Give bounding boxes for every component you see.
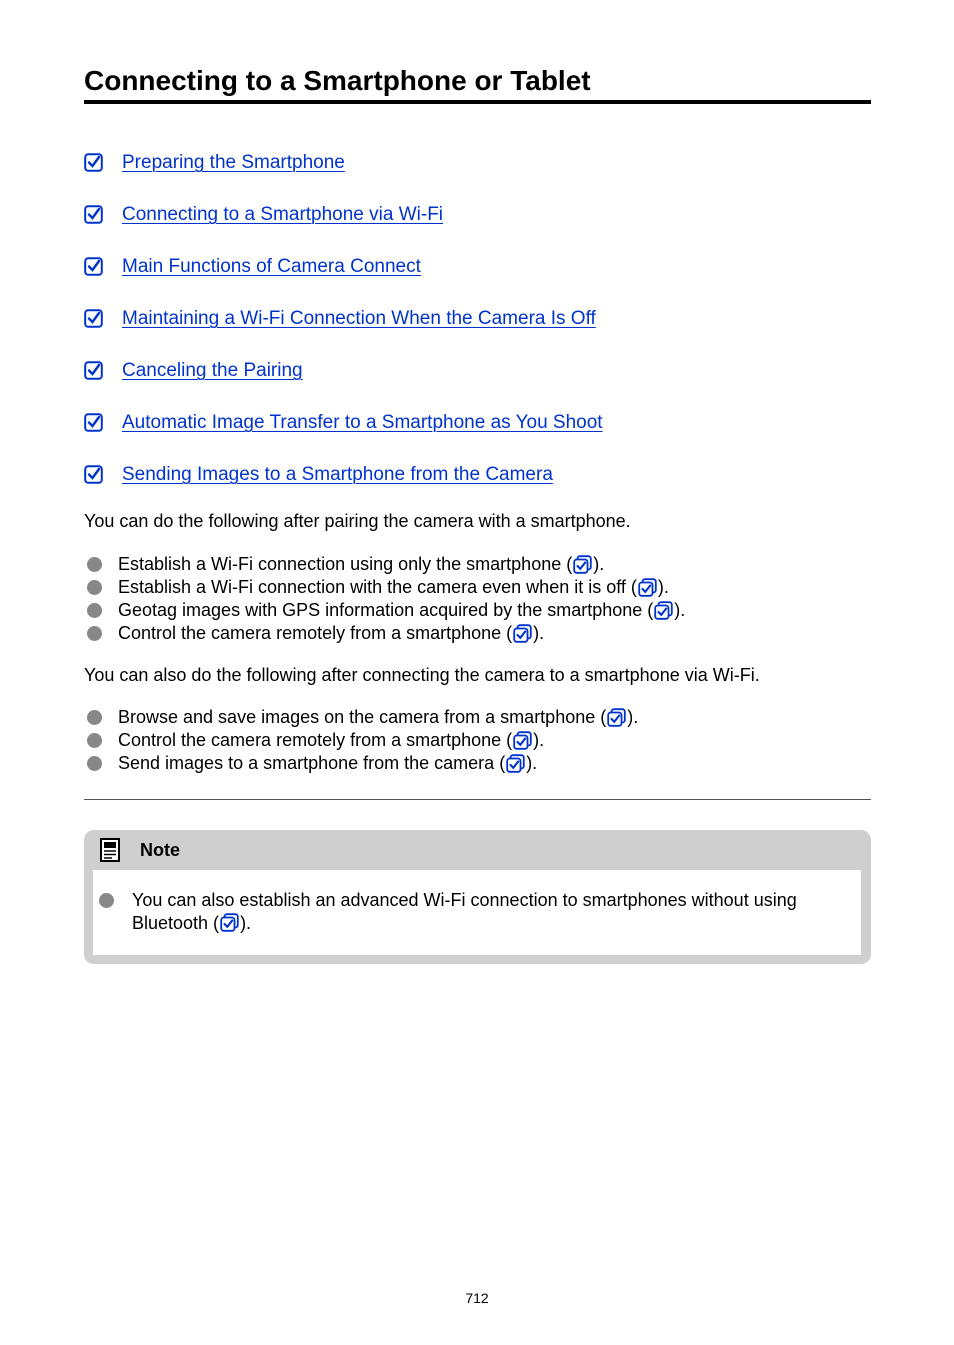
list-item-text: Browse and save images on the camera from a smartphone ( [118, 707, 607, 727]
checkbox-link-icon [84, 205, 103, 224]
list-item-suffix: ). [627, 707, 639, 727]
link-item[interactable] [84, 202, 871, 254]
list-item-suffix: ). [674, 600, 686, 620]
checkbox-link-icon [84, 361, 103, 380]
link-sending-images[interactable]: Sending Images to a Smartphone from the Camera [122, 464, 553, 485]
page-title: Connecting to a Smartphone or Tablet [84, 64, 871, 104]
link-canceling-pairing[interactable]: Canceling the Pairing [122, 360, 303, 381]
list-item [84, 706, 871, 729]
link-item[interactable] [84, 254, 871, 306]
link-item[interactable] [84, 410, 871, 462]
list-item [84, 622, 871, 645]
link-item[interactable] [84, 358, 871, 410]
list-item-suffix: ). [526, 753, 538, 773]
bullet-icon [99, 893, 114, 908]
list-item [84, 553, 871, 576]
note-body [93, 870, 861, 955]
note-text-main: You can also establish an advanced Wi-Fi connection to smartphones without using Bluetooth ( [132, 890, 797, 933]
link-main-functions[interactable]: Main Functions of Camera Connect [122, 256, 421, 277]
bullet-icon [87, 710, 102, 725]
divider [84, 799, 871, 800]
link-automatic-transfer[interactable]: Automatic Image Transfer to a Smartphone as You Shoot [122, 412, 603, 433]
note-header [84, 830, 871, 870]
list-item-text: Control the camera remotely from a smartphone ( [118, 730, 513, 750]
checkbox-link-icon [84, 465, 103, 484]
note-text-suffix: ). [240, 913, 252, 933]
list-item-suffix: ). [593, 554, 605, 574]
list-item-suffix: ). [533, 730, 545, 750]
link-item[interactable] [84, 306, 871, 358]
checkbox-link-icon [84, 309, 103, 328]
link-connecting-wifi[interactable]: Connecting to a Smartphone via Wi-Fi [122, 204, 444, 225]
note-box [84, 830, 871, 964]
page-reference-icon[interactable] [638, 578, 657, 597]
page-reference-icon[interactable] [607, 708, 626, 727]
link-preparing-smartphone[interactable]: Preparing the Smartphone [122, 152, 345, 173]
link-item[interactable] [84, 462, 871, 514]
page-reference-icon[interactable] [513, 731, 532, 750]
note-title: Note [140, 839, 180, 860]
section2-intro: You can also do the following after connecting the camera to a smartphone via Wi-Fi. [84, 665, 760, 685]
bullet-icon [87, 733, 102, 748]
bullet-icon [87, 626, 102, 641]
section1-list [84, 553, 871, 645]
section-links [84, 150, 871, 514]
list-item [84, 576, 871, 599]
checkbox-link-icon [84, 413, 103, 432]
list-item-text: Establish a Wi-Fi connection using only the smartphone ( [118, 554, 573, 574]
bullet-icon [87, 756, 102, 771]
bullet-icon [87, 580, 102, 595]
list-item-suffix: ). [533, 623, 545, 643]
list-item [84, 729, 871, 752]
list-item-text: Establish a Wi-Fi connection with the camera even when it is off ( [118, 577, 637, 597]
section1-intro: You can do the following after pairing the camera with a smartphone. [84, 511, 631, 531]
page-number: 712 [465, 1290, 489, 1306]
page-reference-icon[interactable] [506, 754, 525, 773]
page-reference-icon[interactable] [654, 601, 673, 620]
list-item [84, 752, 871, 775]
list-item-suffix: ). [657, 577, 669, 597]
list-item-text: Control the camera remotely from a smartphone ( [118, 623, 513, 643]
checkbox-link-icon [84, 257, 103, 276]
link-maintaining-wifi[interactable]: Maintaining a Wi-Fi Connection When the Camera Is Off [122, 308, 596, 329]
section2-list [84, 706, 871, 775]
page-reference-icon[interactable] [513, 624, 532, 643]
link-item[interactable] [84, 150, 871, 202]
checkbox-link-icon [84, 153, 103, 172]
list-item [84, 599, 871, 622]
list-item-text: Geotag images with GPS information acquired by the smartphone ( [118, 600, 654, 620]
note-text [132, 889, 842, 935]
bullet-icon [87, 557, 102, 572]
list-item-text: Send images to a smartphone from the camera ( [118, 753, 506, 773]
bullet-icon [87, 603, 102, 618]
page-reference-icon[interactable] [573, 555, 592, 574]
page-reference-icon[interactable] [220, 913, 239, 932]
note-icon [100, 838, 120, 862]
